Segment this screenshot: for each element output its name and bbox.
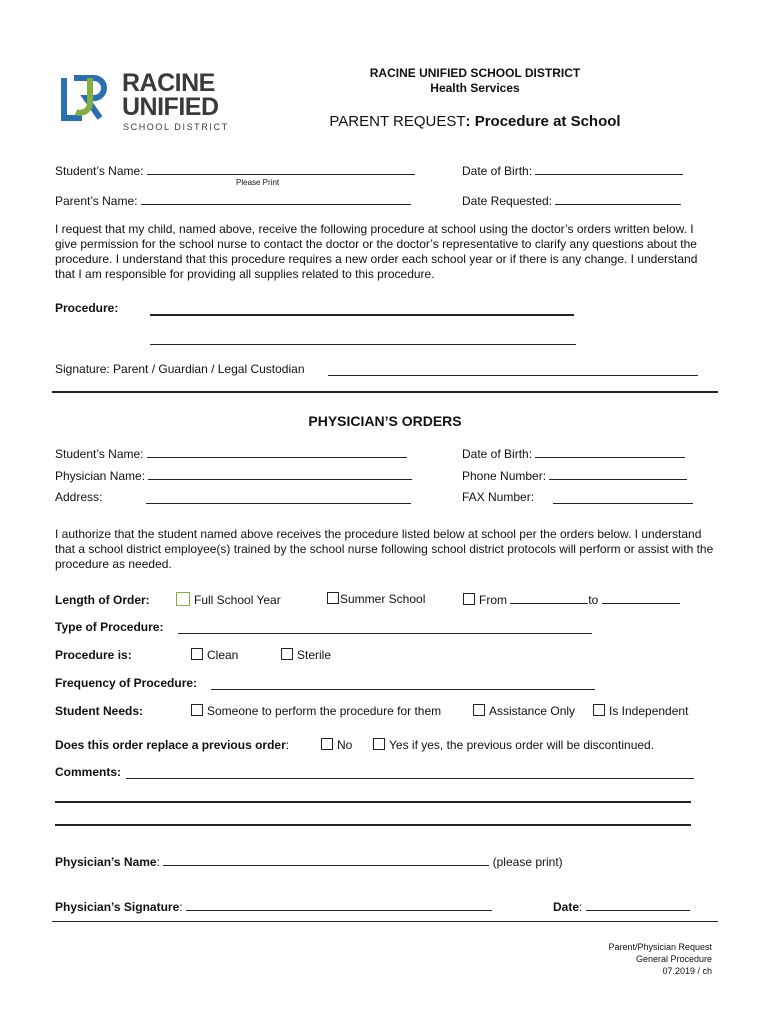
date-requested-label: Date Requested: xyxy=(462,194,553,208)
procedure-line-1[interactable] xyxy=(150,303,574,316)
comments-line-3[interactable] xyxy=(55,813,691,826)
fax-field[interactable] xyxy=(553,492,693,504)
department-name: Health Services xyxy=(430,81,520,95)
type-label: Type of Procedure: xyxy=(55,620,164,634)
sterile-label: Sterile xyxy=(297,648,332,662)
physician-orders-title: PHYSICIAN’S ORDERS xyxy=(308,413,462,429)
physician-signature-label: Physician’s Signature xyxy=(55,900,180,914)
address-field[interactable] xyxy=(146,492,411,504)
summer-school-label: Summer School xyxy=(340,592,426,606)
is-independent-option[interactable] xyxy=(593,704,688,718)
from-checkbox[interactable] xyxy=(463,593,475,605)
footer-line2: General Procedure xyxy=(635,954,712,964)
request-paragraph: I request that my child, named above, receive the following procedure at school using the doctor’s orders written below. I give permission for the school nurse to contact the doctor or the doctor’s representative to clarify any questions about the procedure. I understand that this procedure requires a new order each school year or if there is any change. I understand that I am responsible for providing all supplies related to this procedure. xyxy=(55,222,698,281)
phone-field[interactable] xyxy=(549,468,687,480)
yes-note: if yes, the previous order will be discontinued. xyxy=(411,738,655,752)
procedure-is-label: Procedure is: xyxy=(55,648,132,662)
logo-line3: SCHOOL DISTRICT xyxy=(123,122,229,132)
student-name-label: Student’s Name: xyxy=(55,164,144,178)
summer-school-option[interactable] xyxy=(327,592,425,606)
date-label: Date xyxy=(553,900,580,914)
dob-field[interactable] xyxy=(535,163,683,175)
phys-student-name-field[interactable] xyxy=(147,446,407,458)
date-field[interactable] xyxy=(586,899,690,911)
parent-name-row xyxy=(55,193,411,208)
full-school-year-label: Full School Year xyxy=(194,593,281,607)
comments-line-2[interactable] xyxy=(55,790,691,803)
student-name-field[interactable] xyxy=(147,163,415,175)
physician-name-field[interactable] xyxy=(148,468,412,480)
logo-mark-icon xyxy=(60,72,112,124)
physician-name2-label: Physician’s Name xyxy=(55,855,157,869)
logo-line1: RACINE xyxy=(122,69,215,97)
phone-label: Phone Number: xyxy=(462,469,547,483)
frequency-field[interactable] xyxy=(211,678,595,690)
yes-checkbox[interactable] xyxy=(373,738,385,750)
no-label: No xyxy=(337,738,353,752)
physician-name2-field[interactable] xyxy=(163,854,489,866)
phys-student-name-label: Student’s Name: xyxy=(55,447,144,461)
yes-option[interactable] xyxy=(373,738,654,752)
physician-signature-colon: : xyxy=(179,900,183,914)
phys-dob-field[interactable] xyxy=(535,446,685,458)
dob-label: Date of Birth: xyxy=(462,164,533,178)
physician-name2-colon: : xyxy=(156,855,160,869)
is-independent-label: Is Independent xyxy=(609,704,689,718)
full-school-year-checkbox[interactable] xyxy=(176,592,190,606)
clean-label: Clean xyxy=(207,648,239,662)
comments-label: Comments: xyxy=(55,765,122,779)
parent-name-label: Parent’s Name: xyxy=(55,194,138,208)
footer-line3: 07.2019 / ch xyxy=(662,966,712,976)
procedure-line-2[interactable] xyxy=(150,333,576,345)
full-school-year-option[interactable] xyxy=(176,592,281,607)
form-title-rest: : Procedure at School xyxy=(465,113,621,130)
parent-name-field[interactable] xyxy=(141,193,411,205)
address-label: Address: xyxy=(55,490,103,504)
district-logo xyxy=(60,68,230,134)
please-print-note: Please Print xyxy=(236,178,280,187)
assistance-only-option[interactable] xyxy=(473,704,575,718)
to-label: to xyxy=(588,593,599,607)
replace-label: Does this order replace a previous order xyxy=(55,738,286,752)
no-checkbox[interactable] xyxy=(321,738,333,750)
dob-row xyxy=(462,163,683,178)
phys-dob-row xyxy=(462,446,685,461)
date-requested-row xyxy=(462,193,681,208)
logo-line2: UNIFIED xyxy=(122,93,219,121)
someone-option[interactable] xyxy=(191,704,441,718)
assistance-only-checkbox[interactable] xyxy=(473,704,485,716)
replace-colon: : xyxy=(285,738,290,752)
phone-row xyxy=(462,468,687,483)
physician-name2-row xyxy=(55,854,563,869)
to-date-field[interactable] xyxy=(602,592,680,604)
signature-field[interactable] xyxy=(328,364,698,376)
fax-label: FAX Number: xyxy=(462,490,535,504)
date-colon: : xyxy=(579,900,583,914)
physician-signature-row xyxy=(55,899,492,914)
type-field[interactable] xyxy=(178,622,592,634)
assistance-only-label: Assistance Only xyxy=(489,704,576,718)
phys-dob-label: Date of Birth: xyxy=(462,447,533,461)
physician-name-row xyxy=(55,468,412,483)
date-requested-field[interactable] xyxy=(555,193,681,205)
date-row xyxy=(553,899,690,914)
from-label: From xyxy=(479,593,507,607)
replace-row xyxy=(55,738,289,752)
footer-line1: Parent/Physician Request xyxy=(608,942,712,952)
signature-row xyxy=(55,362,305,376)
length-label: Length of Order: xyxy=(55,593,150,607)
someone-label: Someone to perform the procedure for them xyxy=(207,704,442,718)
student-name-row xyxy=(55,163,415,178)
physician-name-label: Physician Name: xyxy=(55,469,146,483)
someone-checkbox[interactable] xyxy=(191,704,203,716)
clean-checkbox[interactable] xyxy=(191,648,203,660)
yes-label: Yes xyxy=(389,738,409,752)
physician-signature-field[interactable] xyxy=(186,899,492,911)
org-name: RACINE UNIFIED SCHOOL DISTRICT xyxy=(369,66,581,80)
no-option[interactable] xyxy=(321,738,352,752)
sterile-checkbox[interactable] xyxy=(281,648,293,660)
sterile-option[interactable] xyxy=(281,648,331,662)
bottom-divider xyxy=(52,921,718,922)
procedure-label: Procedure: xyxy=(55,301,119,315)
signature-label: Signature: Parent / Guardian / Legal Custodian xyxy=(55,362,305,376)
comments-line-1[interactable] xyxy=(126,767,694,779)
form-title-bold: PARENT REQUEST xyxy=(329,113,466,130)
authorize-paragraph: I authorize that the student named above receives the procedure listed below at school per the orders below. I understand that a school district employee(s) trained by the school nurse following school district protocols will perform or assist with the procedure as needed. xyxy=(55,527,714,571)
summer-school-checkbox[interactable] xyxy=(327,592,339,604)
student-needs-label: Student Needs: xyxy=(55,704,144,718)
clean-option[interactable] xyxy=(191,648,238,662)
section-divider xyxy=(52,391,718,393)
please-print-paren: (please print) xyxy=(492,855,563,869)
from-to-option[interactable] xyxy=(463,592,680,607)
phys-student-name-row xyxy=(55,446,407,461)
from-date-field[interactable] xyxy=(510,592,588,604)
frequency-label: Frequency of Procedure: xyxy=(55,676,198,690)
form-title xyxy=(300,113,650,130)
is-independent-checkbox[interactable] xyxy=(593,704,605,716)
